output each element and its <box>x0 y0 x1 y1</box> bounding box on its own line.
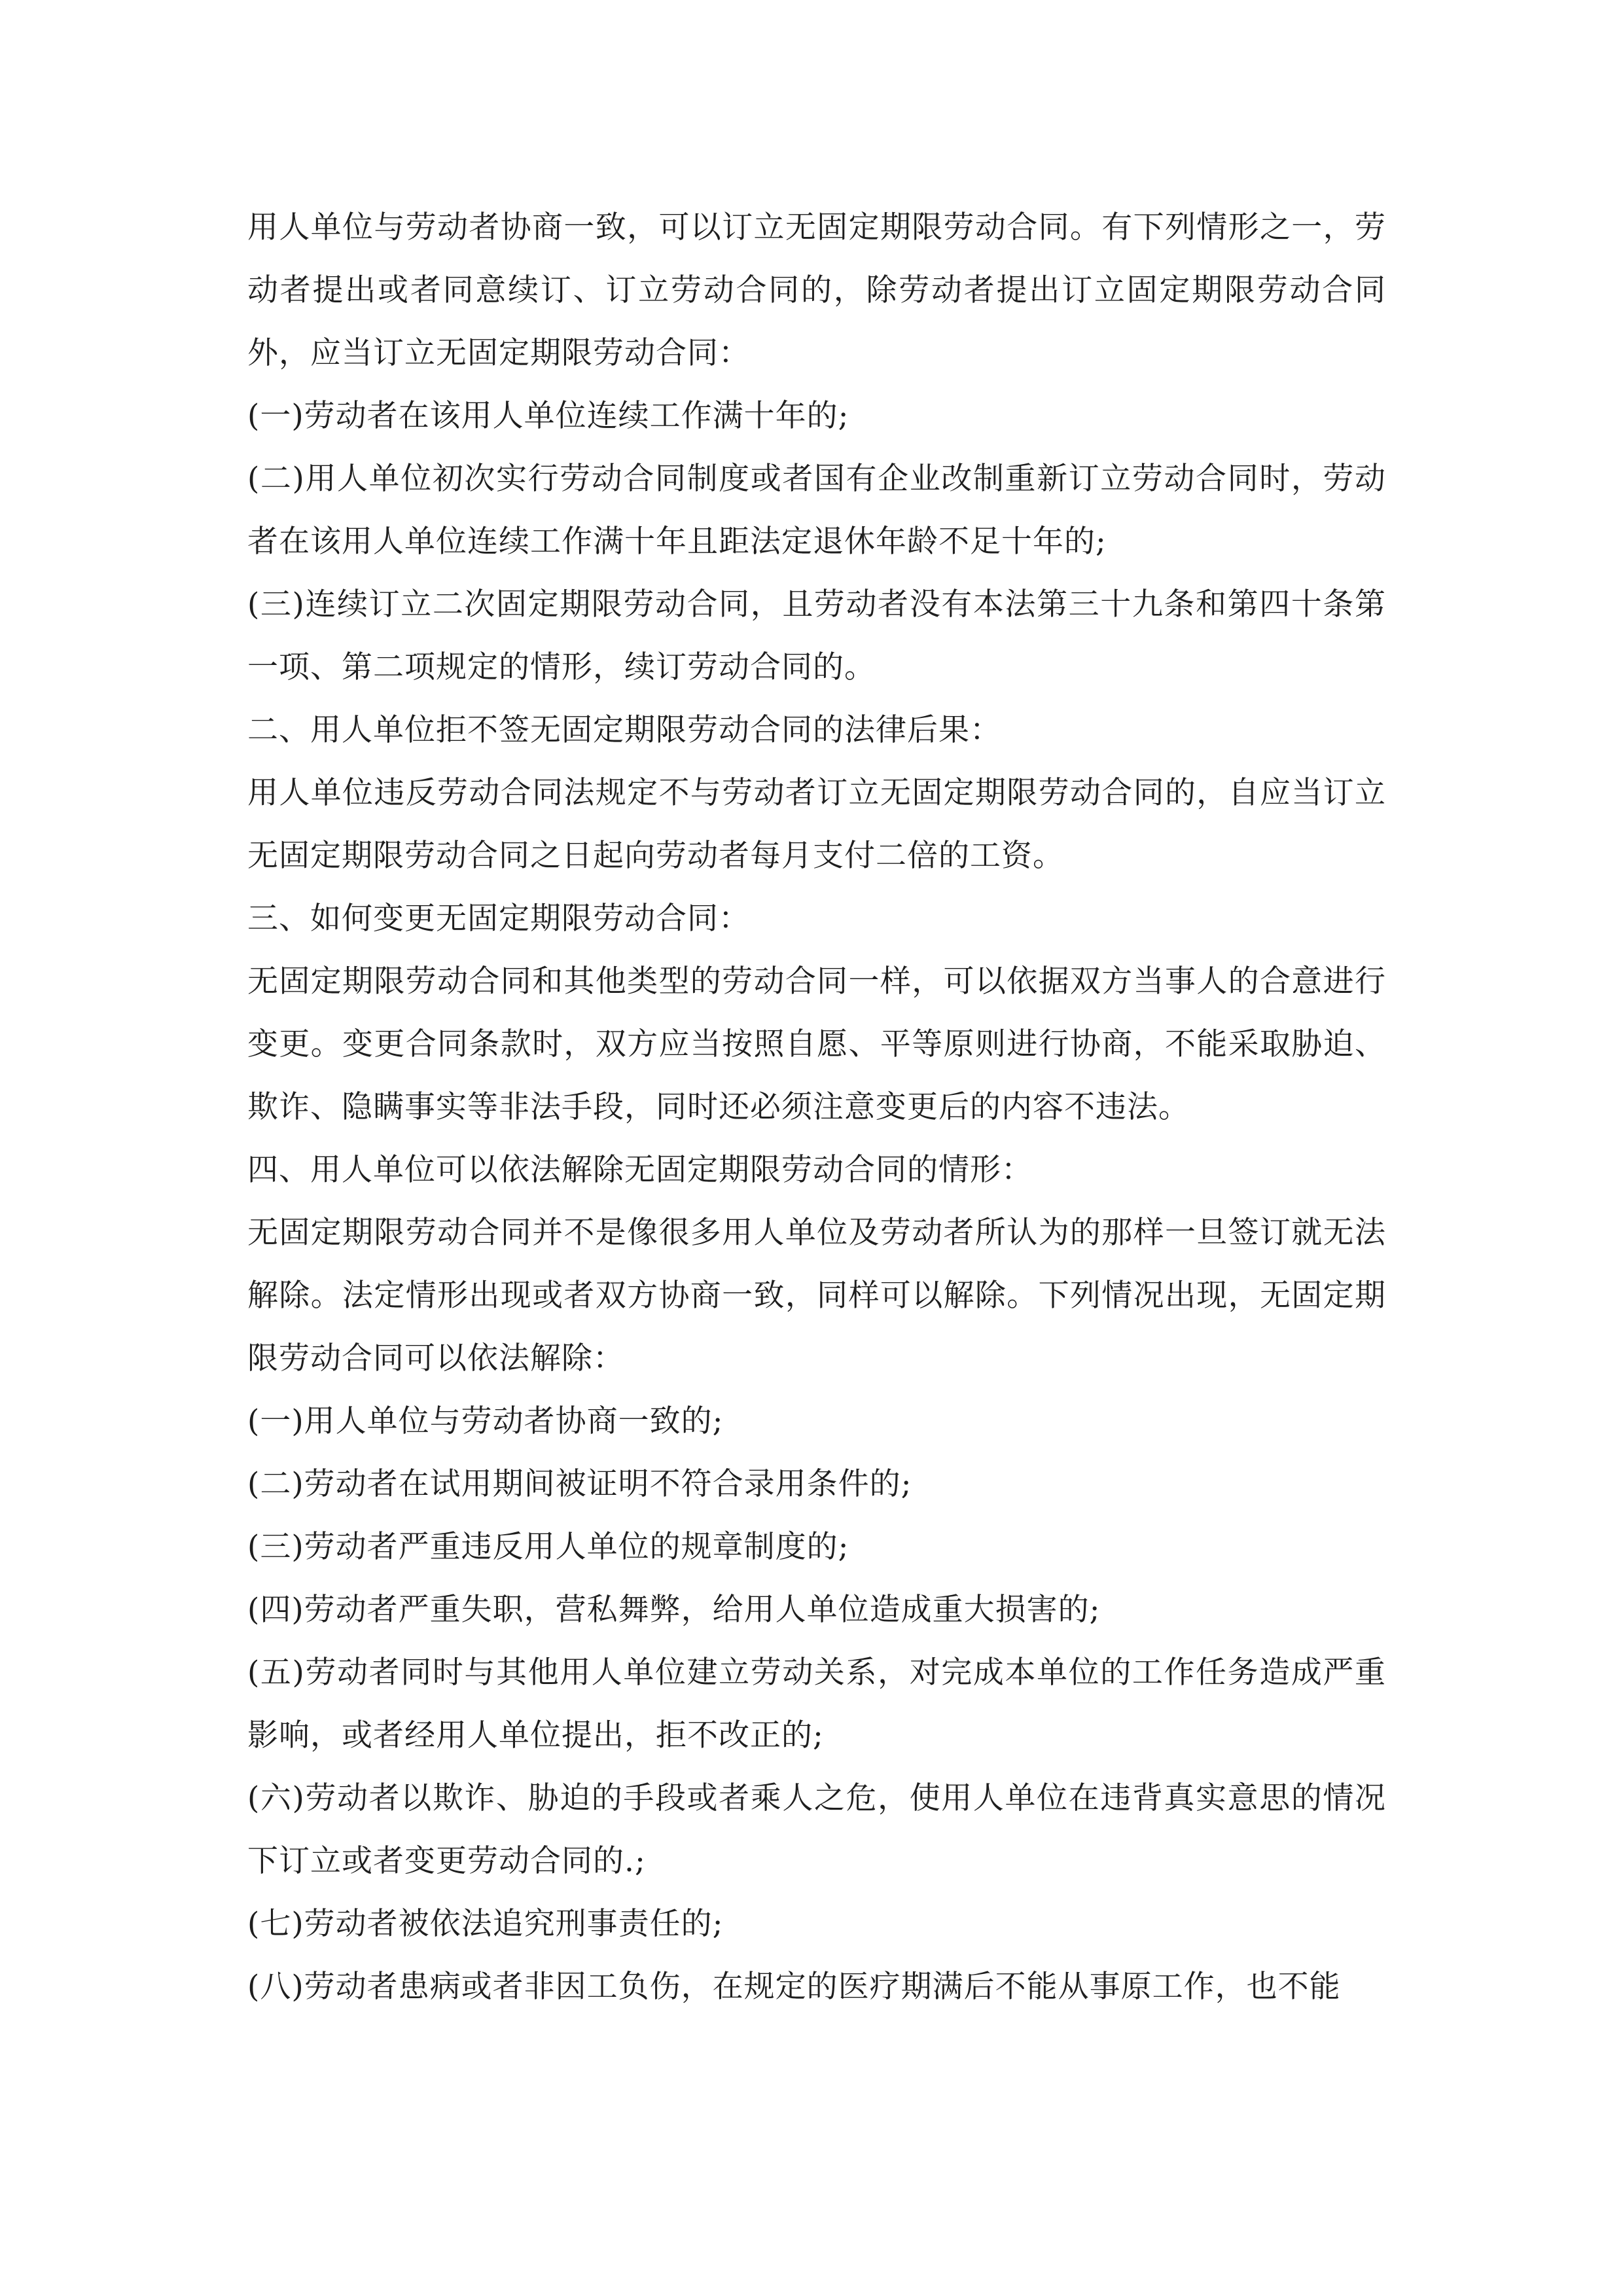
list-item-4-6: (六)劳动者以欺诈、胁迫的手段或者乘人之危，使用人单位在违背真实意思的情况下订立或者变更劳动合同的.; <box>247 1780 1386 1879</box>
paragraph-section-2: 用人单位违反劳动合同法规定不与劳动者订立无固定期限劳动合同的，自应当订立无固定期限劳动合同之日起向劳动者每月支付二倍的工资。 <box>247 775 1386 874</box>
list-item-4-4: (四)劳动者严重失职，营私舞弊，给用人单位造成重大损害的; <box>247 1592 1101 1628</box>
list-item-4-7: (七)劳动者被依法追究刑事责任的; <box>247 1906 724 1942</box>
section-heading-2: 二、用人单位拒不签无固定期限劳动合同的法律后果： <box>247 712 1001 748</box>
list-item-4-5: (五)劳动者同时与其他用人单位建立劳动关系，对完成本单位的工作任务造成严重影响，或者经用人单位提出，拒不改正的; <box>247 1655 1386 1753</box>
list-item-3: (三)连续订立二次固定期限劳动合同，且劳动者没有本法第三十九条和第四十条第一项、第二项规定的情形，续订劳动合同的。 <box>247 586 1386 685</box>
document-body <box>247 196 1386 2018</box>
paragraph-intro: 用人单位与劳动者协商一致，可以订立无固定期限劳动合同。有下列情形之一，劳动者提出或者同意续订、订立劳动合同的，除劳动者提出订立固定期限劳动合同外，应当订立无固定期限劳动合同： <box>247 209 1386 371</box>
paragraph-section-4: 无固定期限劳动合同并不是像很多用人单位及劳动者所认为的那样一旦签订就无法解除。法定情形出现或者双方协商一致，同样可以解除。下列情况出现，无固定期限劳动合同可以依法解除： <box>247 1215 1386 1376</box>
section-heading-3: 三、如何变更无固定期限劳动合同： <box>247 901 750 937</box>
list-item-1: (一)劳动者在该用人单位连续工作满十年的; <box>247 398 849 434</box>
list-item-4-2: (二)劳动者在试用期间被证明不符合录用条件的; <box>247 1466 912 1502</box>
list-item-4-3: (三)劳动者严重违反用人单位的规章制度的; <box>247 1529 849 1565</box>
list-item-4-8: (八)劳动者患病或者非因工负伤，在规定的医疗期满后不能从事原工作，也不能 <box>247 1969 1341 2005</box>
list-item-4-1: (一)用人单位与劳动者协商一致的; <box>247 1403 724 1439</box>
section-heading-4: 四、用人单位可以依法解除无固定期限劳动合同的情形： <box>247 1152 1033 1188</box>
paragraph-section-3: 无固定期限劳动合同和其他类型的劳动合同一样，可以依据双方当事人的合意进行变更。变更合同条款时，双方应当按照自愿、平等原则进行协商，不能采取胁迫、欺诈、隐瞒事实等非法手段，同时还必须注意变更后的内容不违法。 <box>247 963 1386 1125</box>
list-item-2: (二)用人单位初次实行劳动合同制度或者国有企业改制重新订立劳动合同时，劳动者在该用人单位连续工作满十年且距法定退休年龄不足十年的; <box>247 461 1386 560</box>
